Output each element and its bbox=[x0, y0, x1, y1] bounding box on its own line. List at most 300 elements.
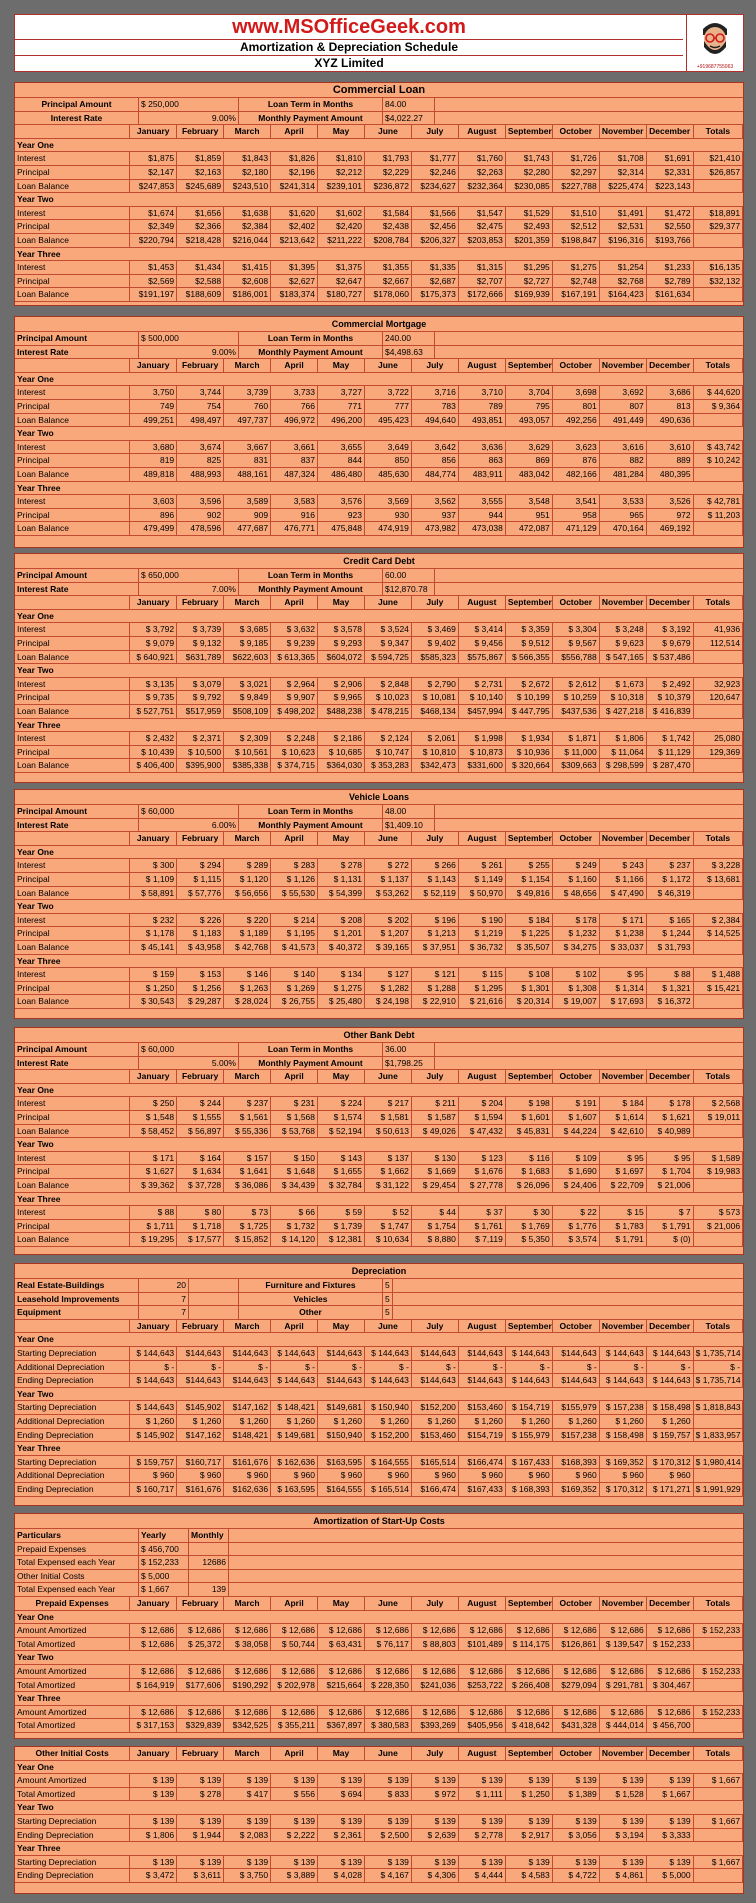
value-cell[interactable]: $ 162,636 bbox=[271, 1456, 318, 1469]
value-cell[interactable]: $ 1,260 bbox=[365, 1415, 412, 1428]
value-cell[interactable]: $ 1,725 bbox=[224, 1220, 271, 1233]
value-cell[interactable]: $2,180 bbox=[224, 166, 271, 179]
row-label[interactable]: Principal bbox=[15, 1220, 130, 1233]
value-cell[interactable] bbox=[694, 941, 743, 954]
row-label[interactable]: Interest bbox=[15, 495, 130, 508]
month-header-october[interactable]: October bbox=[553, 832, 600, 845]
value-cell[interactable]: $ 165 bbox=[647, 914, 694, 927]
value-cell[interactable]: $2,229 bbox=[365, 166, 412, 179]
value-cell[interactable]: $ 139 bbox=[459, 1815, 506, 1828]
value-cell[interactable]: $ 178 bbox=[647, 1097, 694, 1110]
value-cell[interactable]: $ 1,648 bbox=[271, 1165, 318, 1178]
value-cell[interactable]: $144,643 bbox=[553, 1347, 600, 1360]
value-cell[interactable]: $ 108 bbox=[506, 968, 553, 981]
empty-cell[interactable] bbox=[435, 569, 743, 582]
value-cell[interactable]: $225,474 bbox=[600, 180, 647, 193]
value-cell[interactable] bbox=[694, 180, 743, 193]
row-label[interactable]: Loan Balance bbox=[15, 288, 130, 301]
year-label[interactable]: Year Three bbox=[17, 1693, 61, 1704]
value-cell[interactable]: $ 1,634 bbox=[177, 1165, 224, 1178]
value-cell[interactable]: $ 1,260 bbox=[459, 1415, 506, 1428]
value-cell[interactable]: $183,374 bbox=[271, 288, 318, 301]
value-cell[interactable]: $198,847 bbox=[553, 234, 600, 247]
value-cell[interactable]: $437,536 bbox=[553, 705, 600, 718]
value-cell[interactable]: $ 556 bbox=[271, 1788, 318, 1801]
year-label[interactable]: Year Two bbox=[17, 194, 54, 205]
value-cell[interactable]: $ 22 bbox=[553, 1206, 600, 1219]
value-cell[interactable]: $ 157 bbox=[224, 1152, 271, 1165]
value-cell[interactable]: $ 1,676 bbox=[459, 1165, 506, 1178]
value-cell[interactable]: $ 9,456 bbox=[459, 637, 506, 650]
value-cell[interactable]: $ 11,000 bbox=[553, 746, 600, 759]
value-cell[interactable]: $ 22,910 bbox=[412, 995, 459, 1008]
month-header-july[interactable]: July bbox=[412, 832, 459, 845]
value-cell[interactable]: $2,707 bbox=[459, 275, 506, 288]
month-header-october[interactable]: October bbox=[553, 359, 600, 372]
value-cell[interactable]: $165,514 bbox=[412, 1456, 459, 1469]
param-value[interactable]: 7 bbox=[139, 1306, 189, 1319]
value-cell[interactable]: 3,704 bbox=[506, 386, 553, 399]
value-cell[interactable]: $ 9,364 bbox=[694, 400, 743, 413]
value-cell[interactable]: $ 960 bbox=[506, 1469, 553, 1482]
value-cell[interactable]: $ 2,964 bbox=[271, 678, 318, 691]
value-cell[interactable]: $ 139 bbox=[130, 1856, 177, 1869]
month-header-january[interactable]: January bbox=[130, 125, 177, 138]
param-label[interactable]: Interest Rate bbox=[15, 583, 139, 596]
row-label[interactable]: Interest bbox=[15, 859, 130, 872]
value-cell[interactable]: $126,861 bbox=[553, 1638, 600, 1651]
value-cell[interactable]: $ 7 bbox=[647, 1206, 694, 1219]
year-label[interactable]: Year One bbox=[17, 610, 54, 621]
value-cell[interactable]: $ 196 bbox=[412, 914, 459, 927]
value-cell[interactable]: $ 1,260 bbox=[647, 1415, 694, 1428]
value-cell[interactable]: $ 294 bbox=[177, 859, 224, 872]
row-label[interactable]: Ending Depreciation bbox=[15, 1869, 130, 1882]
value-cell[interactable]: $ 12,686 bbox=[647, 1706, 694, 1719]
value-cell[interactable]: $2,550 bbox=[647, 220, 694, 233]
value-cell[interactable]: $ 12,381 bbox=[318, 1233, 365, 1246]
value-cell[interactable]: 488,993 bbox=[177, 468, 224, 481]
row-label[interactable]: Principal bbox=[15, 873, 130, 886]
value-cell[interactable]: $ 127 bbox=[365, 968, 412, 981]
month-header-april[interactable]: April bbox=[271, 596, 318, 609]
value-cell[interactable]: 889 bbox=[647, 454, 694, 467]
value-cell[interactable]: $ 152,200 bbox=[365, 1429, 412, 1442]
value-cell[interactable]: $1,254 bbox=[600, 261, 647, 274]
value-cell[interactable] bbox=[694, 705, 743, 718]
month-header-august[interactable]: August bbox=[459, 1747, 506, 1760]
value-cell[interactable]: 3,623 bbox=[553, 441, 600, 454]
value-cell[interactable]: $ 50,613 bbox=[365, 1125, 412, 1138]
value-cell[interactable]: $ 178 bbox=[553, 914, 600, 927]
row-label[interactable]: Additional Depreciation bbox=[15, 1415, 130, 1428]
value-cell[interactable]: $ 11,129 bbox=[647, 746, 694, 759]
value-cell[interactable]: $488,238 bbox=[318, 705, 365, 718]
value-cell[interactable]: $ 10,318 bbox=[600, 691, 647, 704]
value-cell[interactable]: $ 152,233 bbox=[694, 1665, 743, 1678]
value-cell[interactable]: $206,327 bbox=[412, 234, 459, 247]
param-value[interactable]: $ 650,000 bbox=[139, 569, 239, 582]
row-label[interactable]: Loan Balance bbox=[15, 468, 130, 481]
value-cell[interactable]: $1,691 bbox=[647, 152, 694, 165]
month-header-november[interactable]: November bbox=[600, 125, 647, 138]
value-cell[interactable]: $ 12,686 bbox=[600, 1665, 647, 1678]
value-cell[interactable]: 32,923 bbox=[694, 678, 743, 691]
month-header-march[interactable]: March bbox=[224, 832, 271, 845]
value-cell[interactable]: $1,859 bbox=[177, 152, 224, 165]
value-cell[interactable]: $ 1,172 bbox=[647, 873, 694, 886]
value-cell[interactable]: $ 139 bbox=[459, 1774, 506, 1787]
value-cell[interactable]: $ 159,757 bbox=[130, 1456, 177, 1469]
value-cell[interactable]: $2,748 bbox=[553, 275, 600, 288]
value-cell[interactable]: $2,456 bbox=[412, 220, 459, 233]
value-cell[interactable]: 3,649 bbox=[365, 441, 412, 454]
value-cell[interactable]: $ 2,361 bbox=[318, 1829, 365, 1842]
value-cell[interactable]: 882 bbox=[600, 454, 647, 467]
value-cell[interactable]: $ 278 bbox=[318, 859, 365, 872]
value-cell[interactable]: $ 10,242 bbox=[694, 454, 743, 467]
value-cell[interactable]: $218,428 bbox=[177, 234, 224, 247]
value-cell[interactable]: $ 9,849 bbox=[224, 691, 271, 704]
value-cell[interactable]: 497,737 bbox=[224, 414, 271, 427]
value-cell[interactable]: $ 283 bbox=[271, 859, 318, 872]
month-header-september[interactable]: September bbox=[507, 597, 552, 608]
param-value[interactable]: 20 bbox=[139, 1279, 189, 1292]
value-cell[interactable]: $ 3,333 bbox=[647, 1829, 694, 1842]
value-cell[interactable]: $ 26,755 bbox=[271, 995, 318, 1008]
value-cell[interactable]: $631,789 bbox=[177, 651, 224, 664]
value-cell[interactable]: $2,768 bbox=[600, 275, 647, 288]
year-label[interactable]: Year One bbox=[17, 1611, 54, 1622]
value-cell[interactable]: $ 2,371 bbox=[177, 732, 224, 745]
value-cell[interactable]: $167,191 bbox=[553, 288, 600, 301]
value-cell[interactable]: $ 66 bbox=[271, 1206, 318, 1219]
value-cell[interactable]: $393,269 bbox=[412, 1719, 459, 1732]
value-cell[interactable]: $ 1,225 bbox=[506, 927, 553, 940]
row-label[interactable]: Starting Depreciation bbox=[15, 1456, 130, 1469]
value-cell[interactable]: $ 4,444 bbox=[459, 1869, 506, 1882]
value-cell[interactable]: $ 1,131 bbox=[318, 873, 365, 886]
row-label[interactable]: Total Amortized bbox=[15, 1679, 130, 1692]
value-cell[interactable]: $220,794 bbox=[130, 234, 177, 247]
value-cell[interactable]: $2,280 bbox=[506, 166, 553, 179]
value-cell[interactable]: $ 12,686 bbox=[459, 1624, 506, 1637]
value-cell[interactable]: $1,826 bbox=[271, 152, 318, 165]
value-cell[interactable]: $ 287,470 bbox=[647, 759, 694, 772]
param-label[interactable]: Loan Term in Months bbox=[239, 332, 383, 345]
value-cell[interactable]: $144,643 bbox=[459, 1347, 506, 1360]
value-cell[interactable]: $ 14,120 bbox=[271, 1233, 318, 1246]
value-cell[interactable]: $ 214 bbox=[271, 914, 318, 927]
value-cell[interactable]: $164,555 bbox=[318, 1483, 365, 1496]
value-cell[interactable]: $ 1,207 bbox=[365, 927, 412, 940]
value-cell[interactable]: $ 39,362 bbox=[130, 1179, 177, 1192]
param-label[interactable]: Loan Term in Months bbox=[239, 1043, 383, 1056]
value-cell[interactable]: $186,001 bbox=[224, 288, 271, 301]
value-cell[interactable]: $2,297 bbox=[553, 166, 600, 179]
value-cell[interactable]: $ 12,686 bbox=[553, 1665, 600, 1678]
value-cell[interactable]: $ 40,372 bbox=[318, 941, 365, 954]
value-cell[interactable]: 486,480 bbox=[318, 468, 365, 481]
value-cell[interactable]: $331,600 bbox=[459, 759, 506, 772]
value-cell[interactable]: 916 bbox=[271, 509, 318, 522]
value-cell[interactable]: $ 1,998 bbox=[459, 732, 506, 745]
value-cell[interactable]: $2,789 bbox=[647, 275, 694, 288]
value-cell[interactable]: $ 960 bbox=[412, 1469, 459, 1482]
value-cell[interactable]: $ - bbox=[365, 1361, 412, 1374]
value-cell[interactable]: $ 139 bbox=[647, 1856, 694, 1869]
empty-cell[interactable] bbox=[189, 1279, 239, 1292]
param-value[interactable]: 84.00 bbox=[383, 98, 435, 111]
param-value[interactable]: 48.00 bbox=[383, 805, 435, 818]
month-header-december[interactable]: December bbox=[647, 832, 694, 845]
value-cell[interactable]: $26,857 bbox=[694, 166, 743, 179]
value-cell[interactable]: $ 9,623 bbox=[600, 637, 647, 650]
value-cell[interactable]: $ 1,295 bbox=[459, 982, 506, 995]
param-value[interactable]: 7.00% bbox=[139, 583, 239, 596]
param-value[interactable]: $4,022.27 bbox=[383, 112, 435, 125]
value-cell[interactable]: $ (0) bbox=[647, 1233, 694, 1246]
value-cell[interactable]: $ 12,686 bbox=[177, 1706, 224, 1719]
value-cell[interactable] bbox=[694, 1125, 743, 1138]
value-cell[interactable]: $154,719 bbox=[459, 1429, 506, 1442]
row-label[interactable]: Interest bbox=[15, 1097, 130, 1110]
value-cell[interactable]: $ 139 bbox=[318, 1774, 365, 1787]
param-value[interactable]: $ 60,000 bbox=[139, 1043, 239, 1056]
value-cell[interactable]: $ 1,704 bbox=[647, 1165, 694, 1178]
value-cell[interactable]: $ 566,355 bbox=[506, 651, 553, 664]
empty-cell[interactable] bbox=[189, 1306, 239, 1319]
value-cell[interactable]: 850 bbox=[365, 454, 412, 467]
value-cell[interactable]: $1,760 bbox=[459, 152, 506, 165]
value-cell[interactable]: $ 9,079 bbox=[130, 637, 177, 650]
row-label[interactable]: Interest bbox=[15, 914, 130, 927]
value-cell[interactable]: $1,566 bbox=[412, 207, 459, 220]
value-cell[interactable]: 807 bbox=[600, 400, 647, 413]
row-label[interactable]: Amount Amortized bbox=[15, 1665, 130, 1678]
value-cell[interactable]: $ 160,717 bbox=[130, 1483, 177, 1496]
value-cell[interactable]: $ 9,792 bbox=[177, 691, 224, 704]
month-header-november[interactable]: November bbox=[600, 359, 647, 372]
year-label[interactable]: Year Three bbox=[17, 955, 61, 966]
value-cell[interactable]: $ 1,260 bbox=[553, 1415, 600, 1428]
value-cell[interactable]: $2,163 bbox=[177, 166, 224, 179]
row-label[interactable]: Ending Depreciation bbox=[15, 1429, 130, 1442]
value-cell[interactable]: $ 12,686 bbox=[130, 1624, 177, 1637]
value-cell[interactable]: 477,687 bbox=[224, 522, 271, 535]
value-cell[interactable]: $ 3,194 bbox=[600, 1829, 647, 1842]
value-cell[interactable]: 3,667 bbox=[224, 441, 271, 454]
value-cell[interactable]: $1,810 bbox=[318, 152, 365, 165]
month-header-july[interactable]: July bbox=[412, 1597, 459, 1610]
value-cell[interactable]: $ 1,561 bbox=[224, 1111, 271, 1124]
value-cell[interactable]: $ 960 bbox=[130, 1469, 177, 1482]
value-cell[interactable]: $ 9,907 bbox=[271, 691, 318, 704]
value-cell[interactable]: $2,627 bbox=[271, 275, 318, 288]
value-cell[interactable]: $1,777 bbox=[412, 152, 459, 165]
value-cell[interactable]: $ 1,555 bbox=[177, 1111, 224, 1124]
row-label[interactable]: Interest bbox=[15, 678, 130, 691]
param-value[interactable]: $1,798.25 bbox=[383, 1057, 435, 1070]
month-header-february[interactable]: February bbox=[177, 1320, 224, 1333]
row-label[interactable]: Ending Depreciation bbox=[15, 1374, 130, 1387]
value-cell[interactable]: $ 12,686 bbox=[506, 1665, 553, 1678]
value-cell[interactable]: $ 3,135 bbox=[130, 678, 177, 691]
value-cell[interactable]: $ 121 bbox=[412, 968, 459, 981]
value-cell[interactable]: $ 1,769 bbox=[506, 1220, 553, 1233]
value-cell[interactable]: $2,147 bbox=[130, 166, 177, 179]
value-cell[interactable]: $ 3,611 bbox=[177, 1869, 224, 1882]
value-cell[interactable]: $ 1,195 bbox=[271, 927, 318, 940]
value-cell[interactable]: $1,726 bbox=[553, 152, 600, 165]
value-cell[interactable]: $ 9,735 bbox=[130, 691, 177, 704]
value-cell[interactable]: $431,328 bbox=[553, 1719, 600, 1732]
value-cell[interactable]: $ 43,742 bbox=[694, 441, 743, 454]
value-cell[interactable]: $ 13,681 bbox=[694, 873, 743, 886]
value-cell[interactable]: $ 12,686 bbox=[412, 1624, 459, 1637]
value-cell[interactable]: $ 139 bbox=[647, 1774, 694, 1787]
value-cell[interactable]: $ 2,061 bbox=[412, 732, 459, 745]
value-cell[interactable]: $ 21,006 bbox=[694, 1220, 743, 1233]
value-cell[interactable]: $ 12,686 bbox=[365, 1624, 412, 1637]
value-cell[interactable]: $ - bbox=[224, 1361, 271, 1374]
value-cell[interactable]: $ 49,816 bbox=[506, 887, 553, 900]
empty-cell[interactable] bbox=[189, 1293, 239, 1306]
month-header-december[interactable]: December bbox=[647, 125, 694, 138]
value-cell[interactable]: $ - bbox=[130, 1361, 177, 1374]
value-cell[interactable]: $ 116 bbox=[506, 1152, 553, 1165]
value-cell[interactable]: $556,788 bbox=[553, 651, 600, 664]
value-cell[interactable]: $1,295 bbox=[506, 261, 553, 274]
value-cell[interactable]: $ 1,256 bbox=[177, 982, 224, 995]
value-cell[interactable]: $193,766 bbox=[647, 234, 694, 247]
value-cell[interactable]: $ 27,778 bbox=[459, 1179, 506, 1192]
value-cell[interactable]: 496,200 bbox=[318, 414, 365, 427]
header-label-cell[interactable] bbox=[15, 1320, 130, 1333]
value-cell[interactable]: $ 12,686 bbox=[177, 1624, 224, 1637]
param-label[interactable]: Monthly bbox=[189, 1529, 229, 1542]
value-cell[interactable]: $ 2,612 bbox=[553, 678, 600, 691]
month-header-february[interactable]: February bbox=[177, 832, 224, 845]
value-cell[interactable]: $ 10,199 bbox=[506, 691, 553, 704]
value-cell[interactable]: $ 14,525 bbox=[694, 927, 743, 940]
value-cell[interactable]: $2,608 bbox=[224, 275, 271, 288]
value-cell[interactable]: $1,638 bbox=[224, 207, 271, 220]
value-cell[interactable]: $457,994 bbox=[459, 705, 506, 718]
value-cell[interactable]: $ 1,833,957 bbox=[694, 1429, 743, 1442]
value-cell[interactable]: $223,143 bbox=[647, 180, 694, 193]
value-cell[interactable]: $ 1,739 bbox=[318, 1220, 365, 1233]
month-header-september[interactable]: September bbox=[507, 1748, 552, 1758]
month-header-august[interactable]: August bbox=[459, 1320, 506, 1333]
header-label-cell[interactable]: Prepaid Expenses bbox=[15, 1597, 130, 1610]
value-cell[interactable]: $ 447,795 bbox=[506, 705, 553, 718]
value-cell[interactable]: $ 250 bbox=[130, 1097, 177, 1110]
value-cell[interactable]: 3,562 bbox=[412, 495, 459, 508]
value-cell[interactable]: $ 139 bbox=[553, 1774, 600, 1787]
param-label[interactable]: Interest Rate bbox=[15, 112, 139, 125]
value-cell[interactable]: $ 16,372 bbox=[647, 995, 694, 1008]
value-cell[interactable]: $ 1,806 bbox=[130, 1829, 177, 1842]
value-cell[interactable]: $196,316 bbox=[600, 234, 647, 247]
value-cell[interactable]: $ 28,024 bbox=[224, 995, 271, 1008]
value-cell[interactable] bbox=[694, 1719, 743, 1732]
value-cell[interactable]: $227,788 bbox=[553, 180, 600, 193]
value-cell[interactable]: $342,525 bbox=[224, 1719, 271, 1732]
param-value[interactable]: $12,870.78 bbox=[383, 583, 435, 596]
month-header-march[interactable]: March bbox=[224, 1070, 271, 1083]
value-cell[interactable]: $ 184 bbox=[600, 1097, 647, 1110]
value-cell[interactable]: $ 2,500 bbox=[365, 1829, 412, 1842]
value-cell[interactable]: $ 2,848 bbox=[365, 678, 412, 691]
param-label[interactable]: Real Estate-Buildings bbox=[15, 1279, 139, 1292]
value-cell[interactable]: $ 4,167 bbox=[365, 1869, 412, 1882]
value-cell[interactable]: $ 3,685 bbox=[224, 623, 271, 636]
value-cell[interactable]: 837 bbox=[271, 454, 318, 467]
value-cell[interactable]: $236,872 bbox=[365, 180, 412, 193]
value-cell[interactable]: $ 10,379 bbox=[647, 691, 694, 704]
value-cell[interactable]: 129,369 bbox=[694, 746, 743, 759]
value-cell[interactable]: $ 114,175 bbox=[506, 1638, 553, 1651]
value-cell[interactable]: $ 34,275 bbox=[553, 941, 600, 954]
row-label[interactable]: Principal bbox=[15, 1111, 130, 1124]
value-cell[interactable]: $ 139 bbox=[224, 1856, 271, 1869]
value-cell[interactable]: $ 444,014 bbox=[600, 1719, 647, 1732]
year-label[interactable]: Year Two bbox=[17, 901, 54, 912]
value-cell[interactable]: $29,377 bbox=[694, 220, 743, 233]
value-cell[interactable]: $ 2,790 bbox=[412, 678, 459, 691]
value-cell[interactable]: 480,395 bbox=[647, 468, 694, 481]
row-label[interactable]: Amount Amortized bbox=[15, 1624, 130, 1637]
value-cell[interactable]: $101,489 bbox=[459, 1638, 506, 1651]
value-cell[interactable]: $ 1,732 bbox=[271, 1220, 318, 1233]
param-value[interactable]: 60.00 bbox=[383, 569, 435, 582]
year-label[interactable]: Year Three bbox=[17, 248, 61, 259]
value-cell[interactable]: $161,676 bbox=[224, 1456, 271, 1469]
value-cell[interactable]: 844 bbox=[318, 454, 365, 467]
value-cell[interactable]: $166,474 bbox=[459, 1456, 506, 1469]
value-cell[interactable]: $ 960 bbox=[600, 1469, 647, 1482]
value-cell[interactable]: $ - bbox=[600, 1361, 647, 1374]
value-cell[interactable]: $ 170,312 bbox=[600, 1483, 647, 1496]
year-label[interactable]: Year Two bbox=[17, 665, 54, 676]
month-header-april[interactable]: April bbox=[271, 359, 318, 372]
month-header-september[interactable]: September bbox=[507, 1071, 552, 1082]
value-cell[interactable]: $ 232 bbox=[130, 914, 177, 927]
value-cell[interactable]: $ - bbox=[177, 1361, 224, 1374]
value-cell[interactable]: $ 37,951 bbox=[412, 941, 459, 954]
value-cell[interactable]: $ 1,934 bbox=[506, 732, 553, 745]
param-value[interactable]: 5 bbox=[383, 1293, 393, 1306]
value-cell[interactable]: $ 3,469 bbox=[412, 623, 459, 636]
value-cell[interactable]: $585,323 bbox=[412, 651, 459, 664]
empty-cell[interactable] bbox=[435, 1057, 743, 1070]
value-cell[interactable]: $ 139 bbox=[506, 1856, 553, 1869]
value-cell[interactable]: $ 25,480 bbox=[318, 995, 365, 1008]
value-cell[interactable]: $ 139 bbox=[600, 1815, 647, 1828]
value-cell[interactable]: $ 139 bbox=[553, 1815, 600, 1828]
value-cell[interactable]: $ 37,728 bbox=[177, 1179, 224, 1192]
param-label[interactable]: Interest Rate bbox=[15, 819, 139, 832]
param-label[interactable]: Principal Amount bbox=[15, 1043, 139, 1056]
month-header-june[interactable]: June bbox=[365, 359, 412, 372]
value-cell[interactable]: $ 198 bbox=[506, 1097, 553, 1110]
value-cell[interactable]: $ - bbox=[694, 1361, 743, 1374]
value-cell[interactable]: $ 960 bbox=[318, 1469, 365, 1482]
value-cell[interactable]: 3,733 bbox=[271, 386, 318, 399]
value-cell[interactable]: $ 139 bbox=[365, 1856, 412, 1869]
value-cell[interactable]: $ 2,083 bbox=[224, 1829, 271, 1842]
